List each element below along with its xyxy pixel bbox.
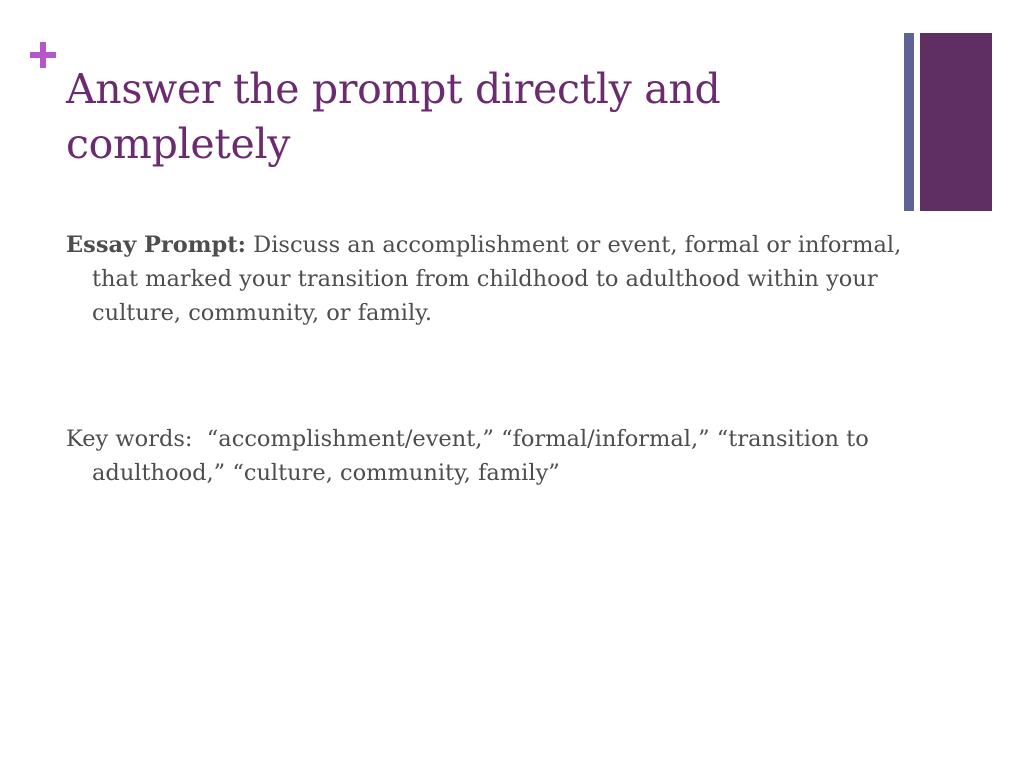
key-words-label: Key words: (66, 426, 193, 452)
plus-icon (30, 42, 56, 68)
decorative-thick-bar (920, 33, 992, 211)
key-words-text: “accomplishment/event,” “formal/informal,” “transition to adulthood,” “culture, community, family” (92, 426, 869, 486)
slide-title: Answer the prompt directly and completely (66, 65, 721, 168)
decorative-thin-bar (904, 33, 914, 211)
key-words-paragraph (66, 422, 932, 490)
essay-prompt-text: Discuss an accomplishment or event, formal or informal, that marked your transition from childhood to adulthood within your culture, community, or family. (92, 232, 902, 326)
essay-prompt-paragraph (66, 228, 932, 330)
essay-prompt-label: Essay Prompt: (66, 232, 246, 258)
plus-icon-vertical (40, 42, 46, 68)
